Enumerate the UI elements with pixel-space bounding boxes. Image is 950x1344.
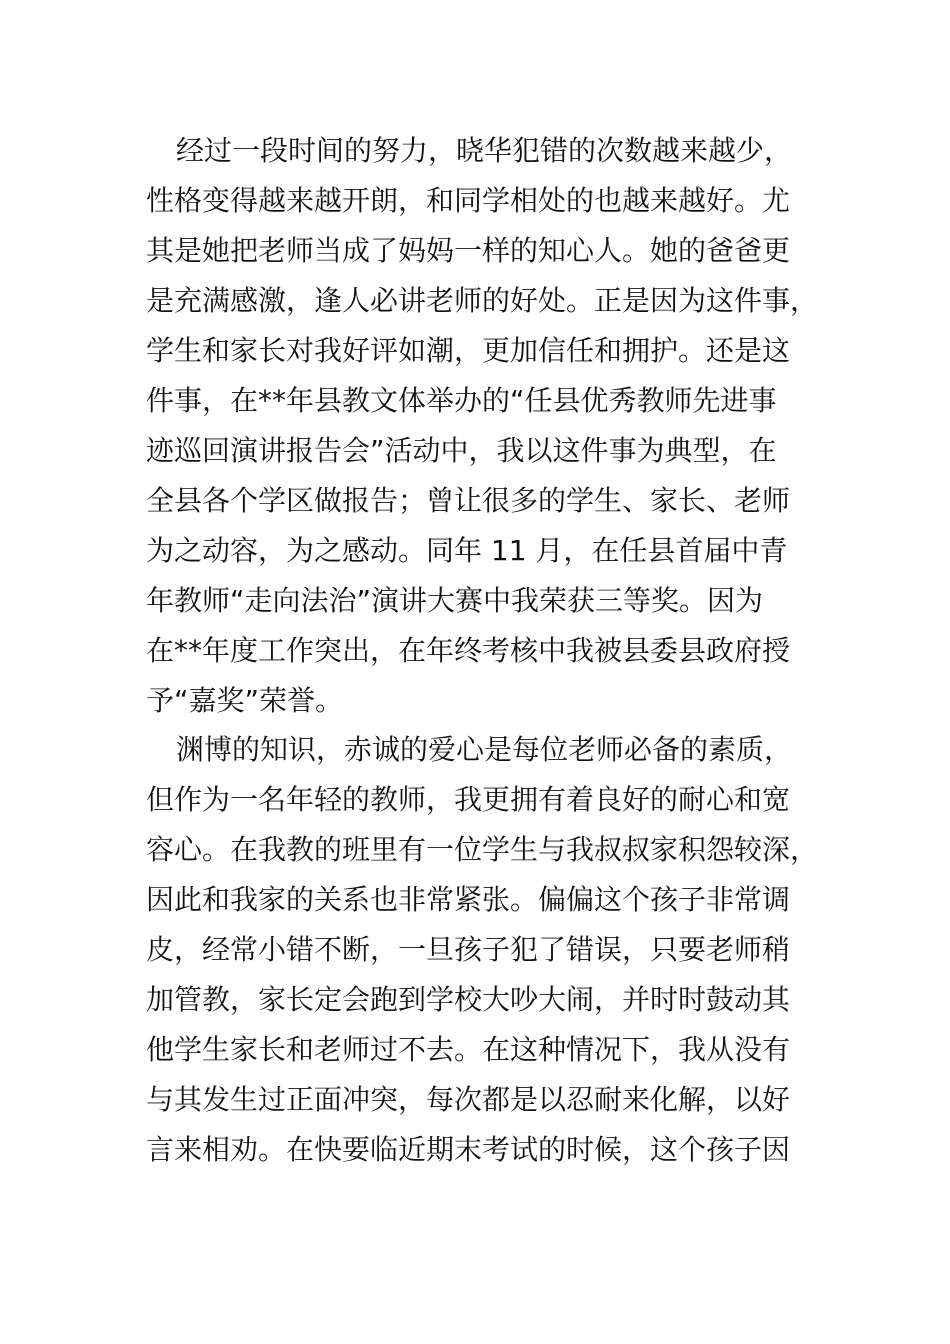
paragraph-line: 与其发生过正面冲突，每次都是以忍耐来化解，以好 [146, 1083, 791, 1116]
paragraph-line: 容心。在我教的班里有一位学生与我叔叔家积怨较深， [146, 833, 819, 866]
paragraph-1 [146, 126, 826, 726]
paragraph-line: 言来相劝。在快要临近期末考试的时候，这个孩子因 [146, 1133, 791, 1166]
paragraph-line: 性格变得越来越开朗，和同学相处的也越来越好。尤 [146, 184, 791, 217]
paragraph-line: 全县各个学区做报告；曾让很多的学生、家长、老师 [146, 484, 791, 517]
paragraph-line: 其是她把老师当成了妈妈一样的知心人。她的爸爸更 [146, 234, 791, 267]
paragraph-line: 迹巡回演讲报告会”活动中，我以这件事为典型，在 [146, 434, 777, 467]
paragraph-line: 是充满感激，逢人必讲老师的好处。正是因为这件事， [146, 284, 819, 317]
paragraph-line: 因此和我家的关系也非常紧张。偏偏这个孩子非常调 [146, 883, 791, 916]
paragraph-line: 为之动容，为之感动。同年 11 月，在任县首届中青 [146, 534, 788, 567]
paragraph-line: 年教师“走向法治”演讲大赛中我荣获三等奖。因为 [146, 584, 764, 617]
paragraph-line: 件事，在**年县教文体举办的“任县优秀教师先进事 [146, 384, 777, 417]
paragraph-line: 渊博的知识，赤诚的爱心是每位老师必备的素质， [176, 733, 793, 766]
paragraph-line: 但作为一名年轻的教师，我更拥有着良好的耐心和宽 [146, 783, 791, 816]
paragraph-line: 经过一段时间的努力，晓华犯错的次数越来越少， [176, 134, 793, 167]
paragraph-line: 他学生家长和老师过不去。在这种情况下，我从没有 [146, 1033, 791, 1066]
paragraph-2 [146, 725, 826, 1175]
paragraph-line: 学生和家长对我好评如潮，更加信任和拥护。还是这 [146, 334, 791, 367]
paragraph-line: 予“嘉奖”荣誉。 [146, 684, 344, 717]
paragraph-line: 在**年度工作突出，在年终考核中我被县委县政府授 [146, 634, 791, 667]
paragraph-line: 皮，经常小错不断，一旦孩子犯了错误，只要老师稍 [146, 933, 791, 966]
paragraph-line: 加管教，家长定会跑到学校大吵大闹，并时时鼓动其 [146, 983, 791, 1016]
